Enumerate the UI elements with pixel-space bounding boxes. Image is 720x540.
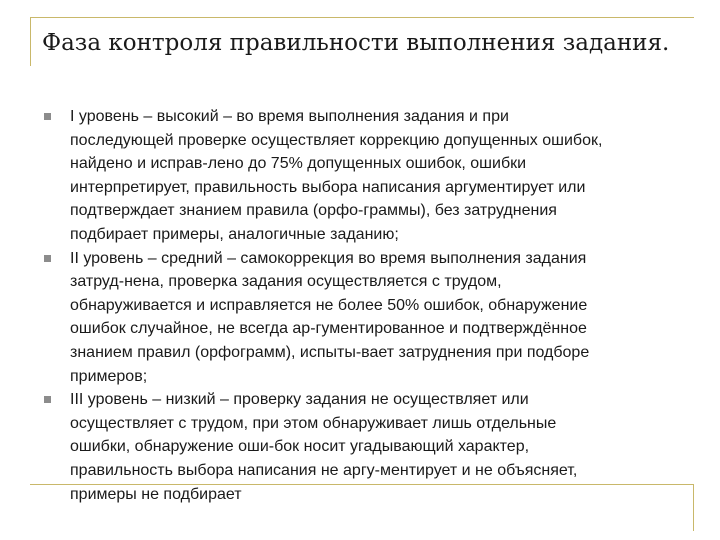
right-decorative-rule <box>693 484 694 531</box>
bullet-line: обнаруживается и исправляется не более 50% ошибок, обнаружение <box>70 296 588 314</box>
bullet-item-level-2 <box>44 247 684 389</box>
bullet-line: найдено и исправ-лено до 75% допущенных ошибок, ошибки <box>70 155 527 173</box>
left-decorative-rule <box>30 17 31 66</box>
bullet-line: осуществляет с трудом, при этом обнаруживает лишь отдельные <box>70 414 557 432</box>
top-decorative-rule <box>30 17 694 18</box>
square-bullet-icon <box>44 113 51 120</box>
bullet-text <box>70 388 684 506</box>
bullet-text <box>70 247 684 389</box>
bullet-line: правильность выбора написания не аргу-ментирует и не объясняет, <box>70 461 578 479</box>
bullet-line: ошибки, обнаружение оши-бок носит угадывающий характер, <box>70 438 530 456</box>
square-bullet-icon <box>44 396 51 403</box>
bullet-line: примеров; <box>70 367 148 385</box>
bullet-line: примеры не подбирает <box>70 485 242 503</box>
slide-title: Фаза контроля правильности выполнения задания. <box>42 30 670 56</box>
bullet-line: подтверждает знанием правила (орфо-граммы), без затруднения <box>70 202 557 220</box>
bullet-line: последующей проверке осуществляет коррекцию допущенных ошибок, <box>70 131 603 149</box>
bullet-line: III уровень – низкий – проверку задания не осуществляет или <box>70 391 529 409</box>
bullet-text <box>70 105 684 247</box>
bullet-line: II уровень – средний – самокоррекция во время выполнения задания <box>70 249 587 267</box>
bullet-list <box>44 105 684 506</box>
bullet-line: I уровень – высокий – во время выполнения задания и при <box>70 108 509 125</box>
bottom-decorative-rule <box>30 484 694 485</box>
bullet-line: интерпретирует, правильность выбора написания аргументирует или <box>70 178 586 196</box>
bullet-item-level-3 <box>44 388 684 506</box>
bullet-line: подбирает примеры, аналогичные заданию; <box>70 225 399 243</box>
bullet-line: затруд-нена, проверка задания осуществляется с трудом, <box>70 273 502 291</box>
square-bullet-icon <box>44 255 51 262</box>
bullet-line: знанием правил (орфограмм), испыты-вает затруднения при подборе <box>70 343 590 361</box>
bullet-line: ошибок случайное, не всегда ар-гументированное и подтверждённое <box>70 320 587 338</box>
bullet-item-level-1 <box>44 105 684 247</box>
